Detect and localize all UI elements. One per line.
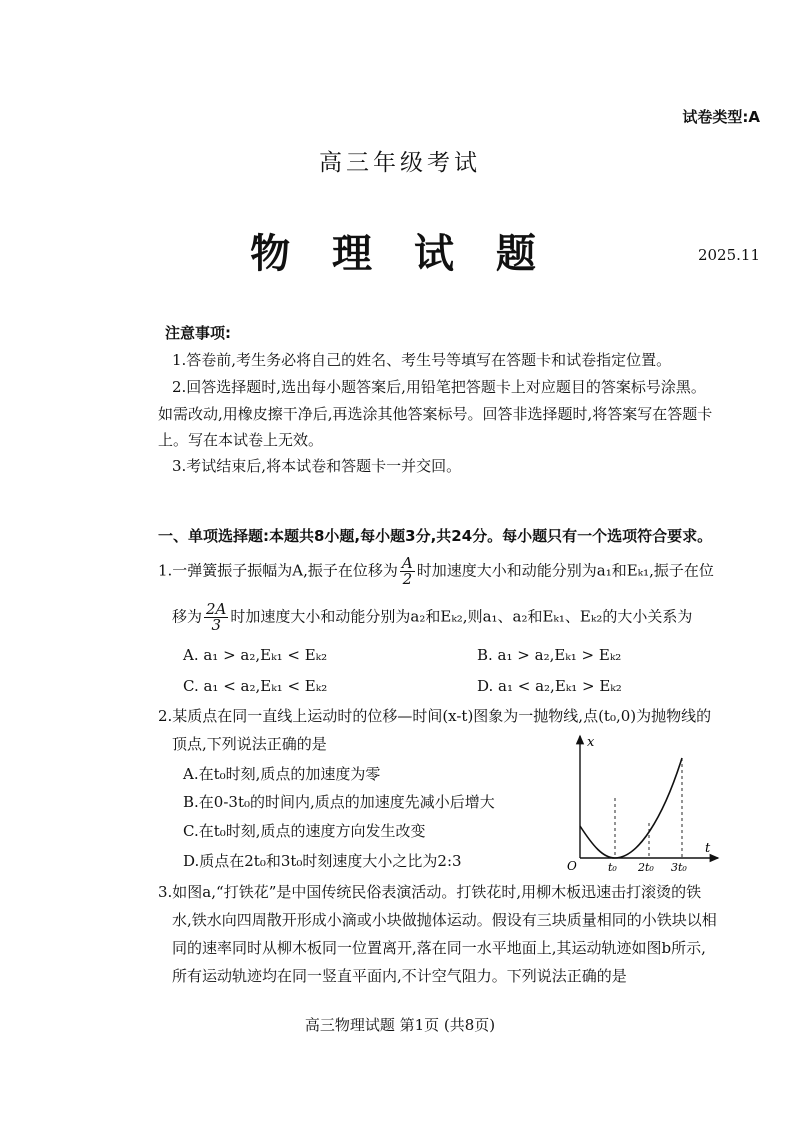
q1-fraction-1-numerator: A [401,554,413,572]
section-1-heading: 一、单项选择题:本题共8小题,每小题3分,共24分。每小题只有一个选项符合要求。 [158,527,713,545]
notice-item-2-line-2: 如需改动,用橡皮擦干净后,再选涂其他答案标号。回答非选择题时,将答案写在答题卡 [158,405,713,423]
q2-option-a: A.在t₀时刻,质点的加速度为零 [183,765,381,783]
graph-x-label: t [705,841,711,856]
q1-line-2-b: 时加速度大小和动能分别为a₂和Eₖ₂,则a₁、a₂和Eₖ₁、Eₖ₂的大小关系为 [230,607,693,626]
graph-tick-3t0: 3t₀ [671,861,687,874]
q2-option-d: D.质点在2t₀和3t₀时刻速度大小之比为2:3 [183,852,462,870]
exam-date: 2025.11 [697,246,760,264]
q2-line-1: 2.某质点在同一直线上运动时的位移—时间(x-t)图象为一抛物线,点(t₀,0)为抛物线的 [158,707,712,725]
notice-item-1: 1.答卷前,考生务必将自己的姓名、考生号等填写在答题卡和试卷指定位置。 [172,351,672,369]
q1-fraction-2-denominator: 3 [211,616,221,634]
q1-line-1 [158,556,714,587]
notice-heading: 注意事项: [165,324,231,342]
graph-tick-2t0: 2t₀ [638,861,654,874]
q1-line-1-b: 时加速度大小和动能分别为a₁和Eₖ₁,振子在位 [416,561,714,580]
graph-origin-label: O [567,859,577,873]
q1-option-b: B. a₁ > a₂,Eₖ₁ > Eₖ₂ [477,646,622,664]
q1-fraction-1-denominator: 2 [402,570,413,588]
q1-option-a: A. a₁ > a₂,Eₖ₁ < Eₖ₂ [183,646,328,664]
q3-line-4: 所有运动轨迹均在同一竖直平面内,不计空气阻力。下列说法正确的是 [172,967,627,985]
graph-tick-t0: t₀ [608,861,617,874]
subject-title: 物 理 试 题 [250,230,550,277]
page-footer: 高三物理试题 第1页 (共8页) [304,1016,496,1034]
notice-item-2-line-1: 2.回答选择题时,选出每小题答案后,用铅笔把答题卡上对应题目的答案标号涂黑。 [172,378,706,396]
grade-title: 高三年级考试 [319,150,481,176]
q3-line-1: 3.如图a,“打铁花”是中国传统民俗表演活动。打铁花时,用柳木板迅速击打滚烫的铁 [158,883,702,901]
q1-line-2 [172,602,692,633]
q1-option-d: D. a₁ < a₂,Eₖ₁ > Eₖ₂ [477,677,622,695]
q1-fraction-2-numerator: 2A [206,600,227,618]
notice-item-3: 3.考试结束后,将本试卷和答题卡一并交回。 [172,457,462,475]
q2-line-2: 顶点,下列说法正确的是 [172,735,327,753]
q3-line-3: 同的速率同时从柳木板同一位置离开,落在同一水平地面上,其运动轨迹如图b所示, [172,939,706,957]
paper-type-label: 试卷类型:A [682,108,760,126]
notice-item-2-line-3: 上。写在本试卷上无效。 [158,431,324,449]
q1-fraction-2 [204,602,228,633]
graph-parabola-curve [580,758,682,858]
q1-option-c: C. a₁ < a₂,Eₖ₁ < Eₖ₂ [183,677,328,695]
q1-line-2-a: 移为 [172,607,203,626]
q2-option-b: B.在0-3t₀的时间内,质点的加速度先减小后增大 [183,793,495,811]
q1-line-1-a: 1.一弹簧振子振幅为A,振子在位移为 [158,561,398,580]
graph-y-label: x [587,735,595,750]
q3-line-2: 水,铁水向四周散开形成小滴或小块做抛体运动。假设有三块质量相同的小铁块以相 [172,911,717,929]
q2-option-c: C.在t₀时刻,质点的速度方向发生改变 [183,822,426,840]
q2-xt-graph [563,728,723,874]
q1-fraction-1 [400,556,415,587]
